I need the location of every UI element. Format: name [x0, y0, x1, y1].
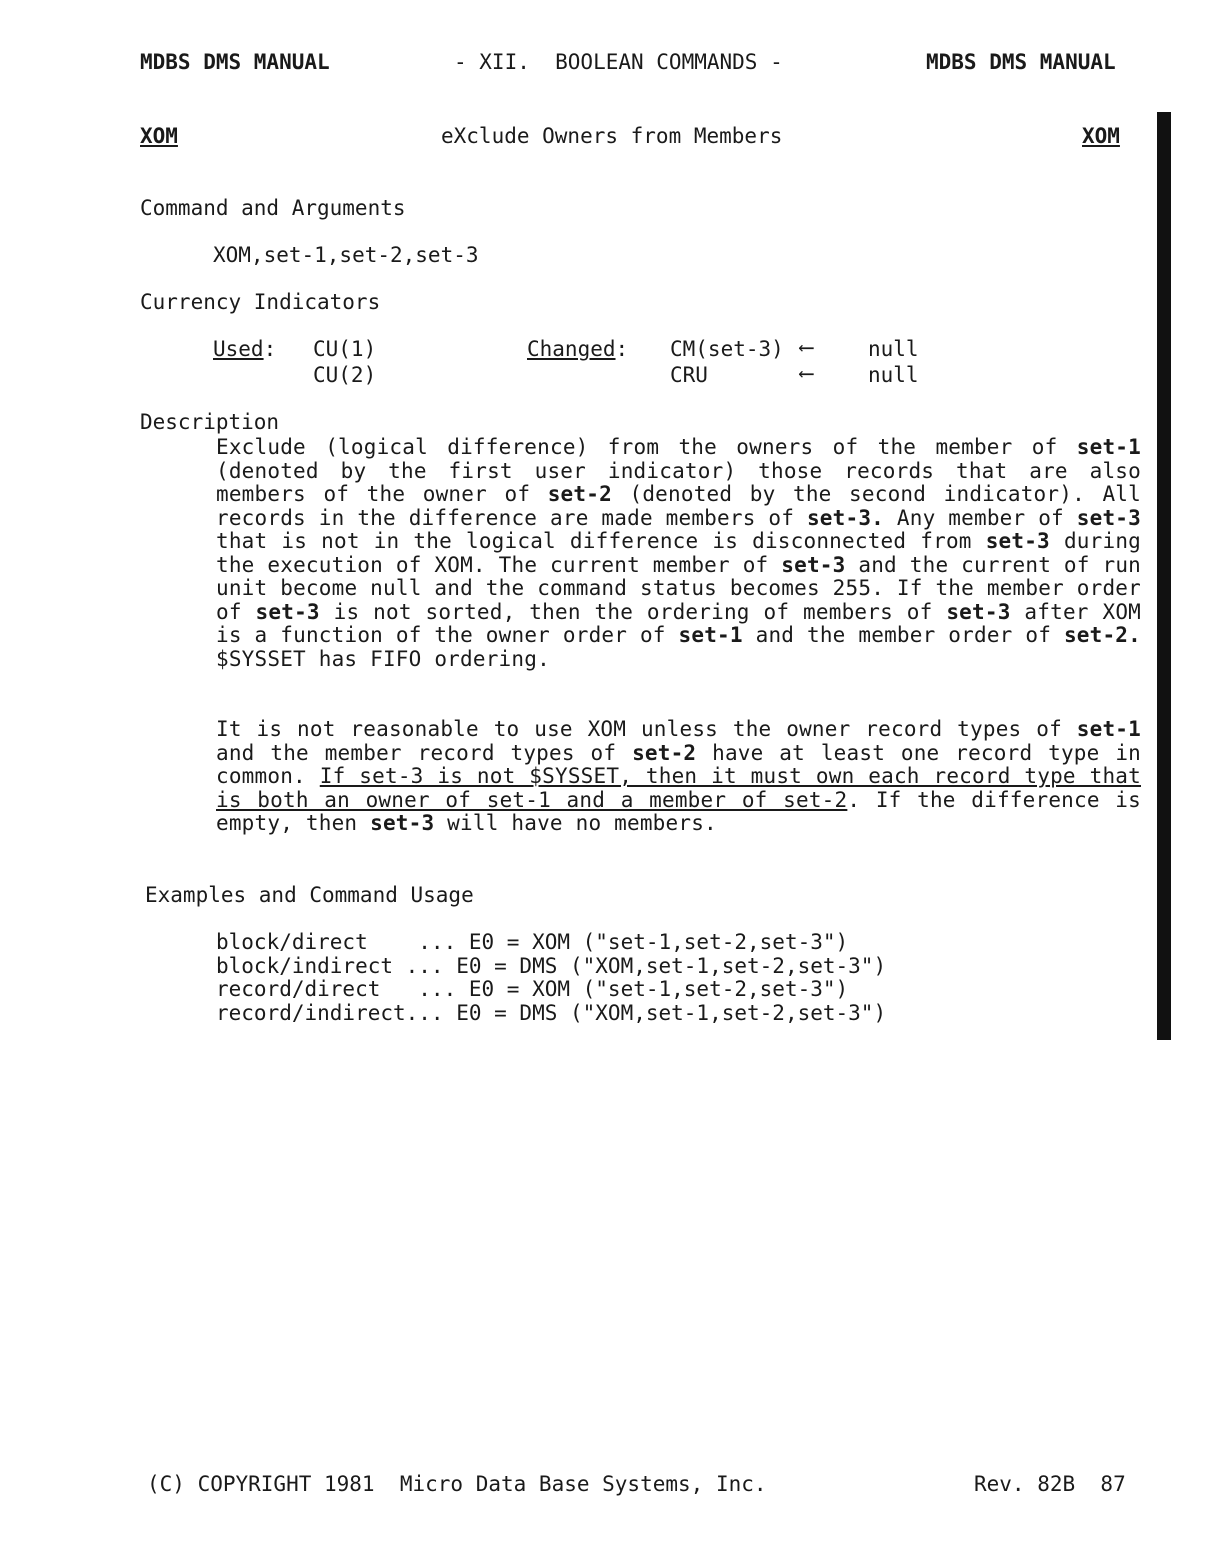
set-ref: set-1: [678, 623, 743, 647]
set-ref: set-2: [632, 740, 697, 765]
set-ref: set-3.: [806, 505, 885, 530]
set-ref: set-3: [370, 811, 435, 835]
text-run: is not sorted, then the ordering of members of: [319, 599, 947, 624]
currency-heading: Currency Indicators: [140, 290, 381, 314]
example-row: record/direct ... E0 = XOM ("set-1,set-2,set-3"): [216, 977, 849, 1001]
null-value-1: null: [868, 337, 919, 361]
example-row: record/indirect... E0 = DMS ("XOM,set-1,set-2,set-3"): [216, 1001, 887, 1025]
text-run: It is not reasonable to use XOM unless the owner record types of: [216, 717, 1077, 741]
set-ref: set-3: [946, 599, 1011, 624]
text-run: and the member record types of: [216, 740, 633, 765]
footer-revision: Rev. 82B 87: [974, 1472, 1126, 1496]
header-center: - XII. BOOLEAN COMMANDS -: [454, 50, 783, 74]
text-run: have at least one record type in common.: [216, 740, 1142, 788]
description-heading: Description: [140, 410, 280, 434]
set-ref: set-3: [985, 529, 1050, 553]
example-row: block/direct ... E0 = XOM ("set-1,set-2,set-3"): [216, 930, 849, 954]
revision-bar: [1157, 112, 1171, 1040]
set-ref: set-3: [255, 599, 320, 624]
text-run: after XOM is a function of the owner order of: [216, 599, 1142, 647]
set-ref: set-1: [1076, 435, 1141, 459]
set-ref: set-3: [1076, 505, 1141, 530]
example-row: block/indirect ... E0 = DMS ("XOM,set-1,set-2,set-3"): [216, 954, 887, 978]
header-right: MDBS DMS MANUAL: [926, 50, 1116, 74]
title-center: eXclude Owners from Members: [441, 124, 783, 148]
footer-copyright: (C) COPYRIGHT 1981 Micro Data Base Systems, Inc.: [147, 1472, 767, 1496]
title-left: XOM: [140, 124, 178, 148]
text-run: and the member order of: [742, 623, 1064, 647]
text-run: during the execution of XOM. The current member of: [216, 529, 1142, 577]
text-run: Exclude (logical difference) from the owners of the member of: [216, 435, 1077, 459]
used-value-2: CU(2): [313, 363, 377, 387]
text-run: (denoted by the second indicator). All records in the difference are made members of: [216, 482, 1141, 530]
emphasized-requirement: If set-3 is not $SYSSET, then it must own each record type that is both an owner of set-1 and a member of set-2: [216, 764, 1141, 812]
text-run: . If the difference is empty, then: [216, 787, 1141, 835]
text-run: (denoted by the first user indicator) those records that are also members of the owner of: [216, 458, 1141, 506]
set-ref: set-2: [547, 482, 612, 506]
text-run: will have no members.: [434, 811, 717, 835]
arrow-left-icon: ⟵: [800, 335, 813, 359]
command-heading: Command and Arguments: [140, 196, 406, 220]
changed-label: Changed:: [527, 337, 629, 361]
set-ref: set-2.: [1063, 623, 1141, 647]
command-syntax: XOM,set-1,set-2,set-3: [213, 243, 479, 267]
text-run: that is not in the logical difference is disconnected from: [216, 529, 986, 553]
title-right: XOM: [1082, 124, 1120, 148]
set-ref: set-3: [781, 552, 846, 577]
changed-value-2: CRU: [670, 363, 708, 387]
used-label-text: Used: [213, 337, 264, 361]
null-value-2: null: [868, 363, 919, 387]
used-label: Used:: [213, 337, 277, 361]
changed-value-1: CM(set-3): [670, 337, 784, 361]
set-ref: set-1: [1076, 717, 1141, 741]
text-run: Any member of: [884, 505, 1077, 530]
text-run: $SYSSET has FIFO ordering.: [216, 646, 550, 671]
header-left: MDBS DMS MANUAL: [140, 50, 330, 74]
arrow-left-icon: ⟵: [800, 361, 813, 385]
description-paragraph-2: [216, 718, 1141, 836]
used-value-1: CU(1): [313, 337, 377, 361]
changed-label-text: Changed: [527, 337, 616, 361]
description-paragraph-1: [216, 436, 1141, 671]
examples-heading: Examples and Command Usage: [145, 883, 474, 907]
text-run: and the current of run unit become null and the command status becomes 255. If the member order of: [216, 552, 1141, 624]
